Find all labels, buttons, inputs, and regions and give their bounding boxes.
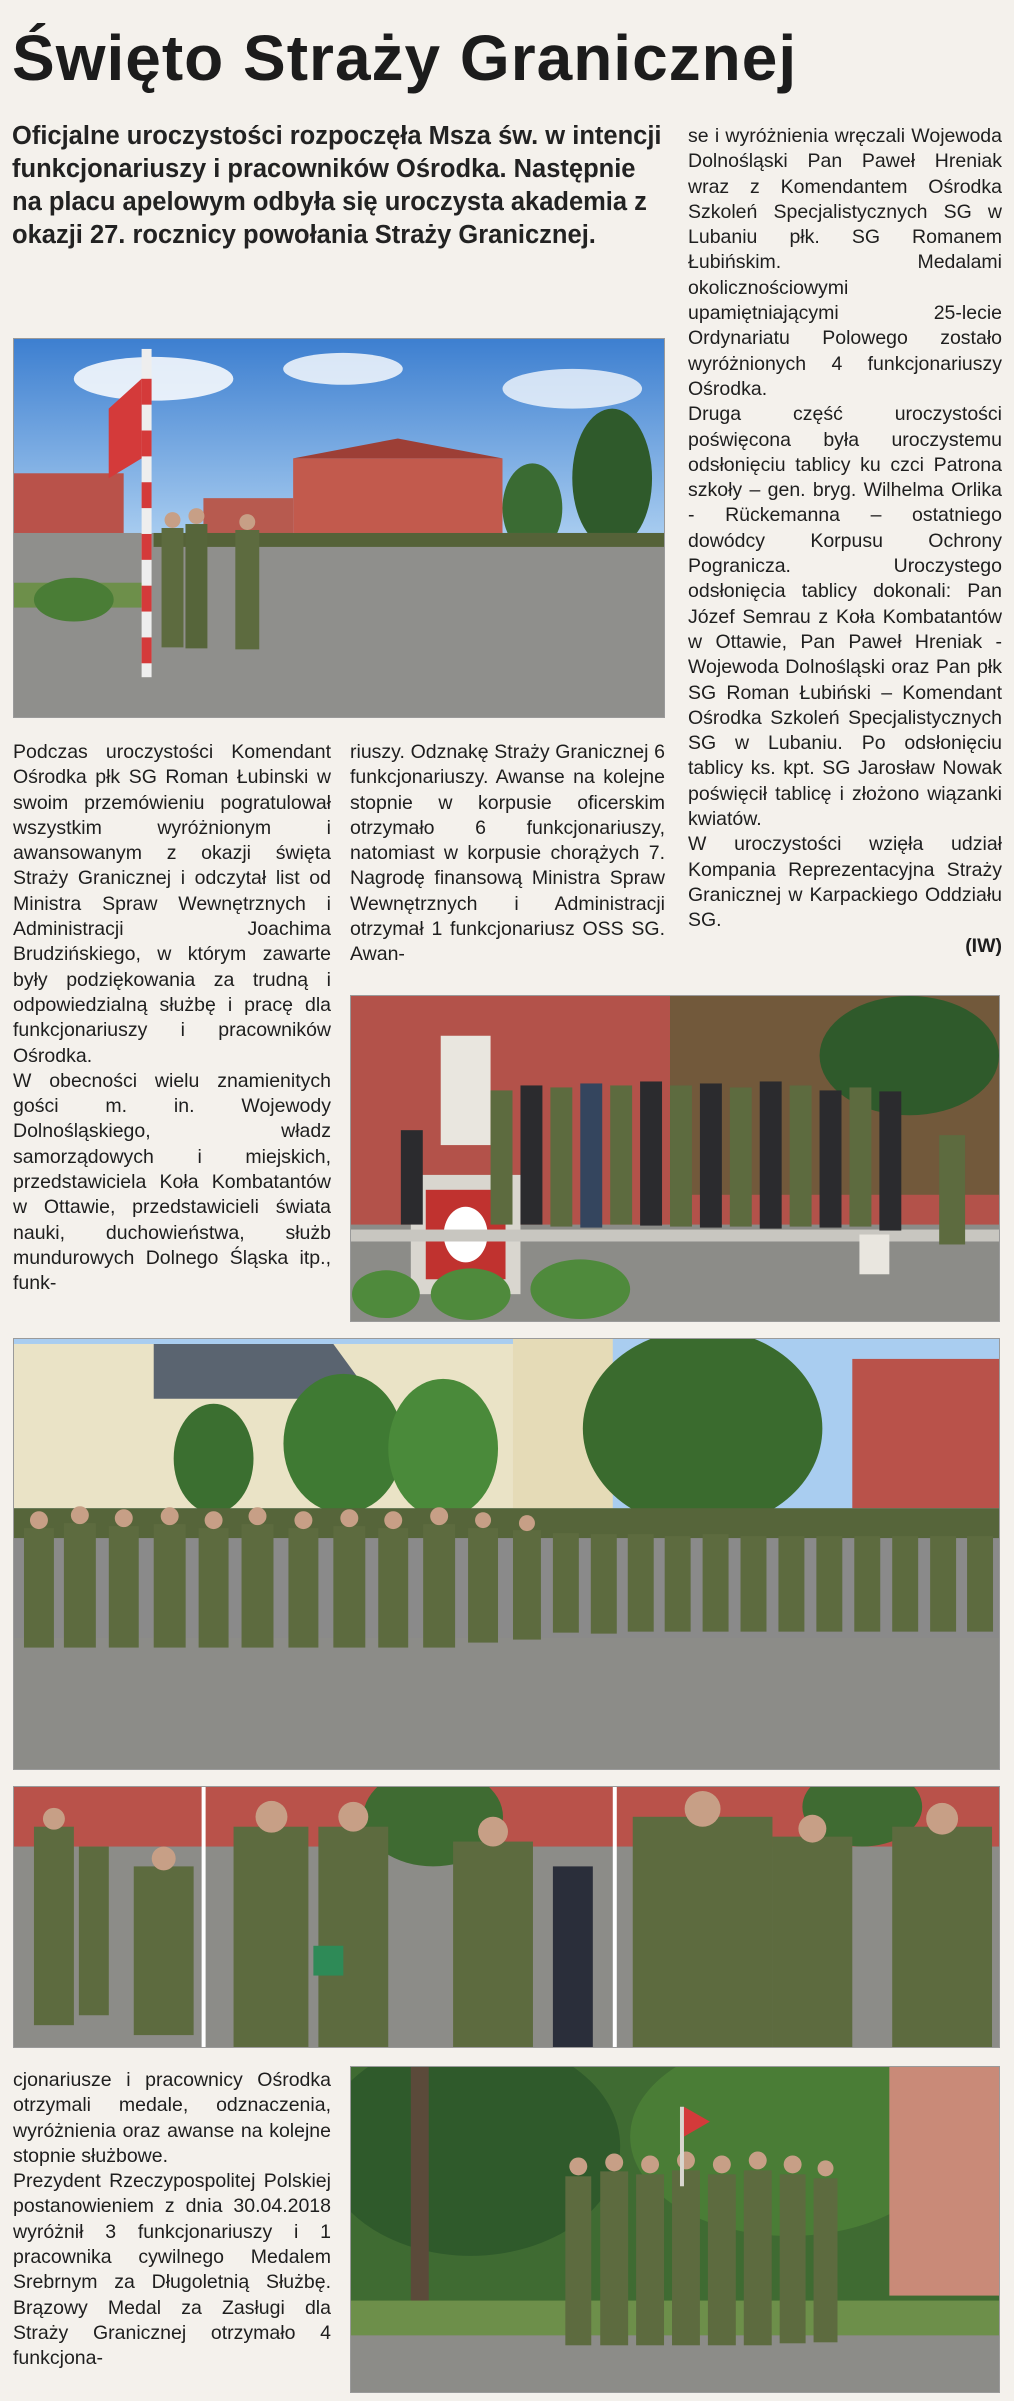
article-column-bottom bbox=[13, 2068, 331, 2372]
photo-honor-guard bbox=[350, 2066, 1000, 2393]
photo-podium-guests bbox=[350, 995, 1000, 1322]
article-column-right bbox=[688, 124, 1002, 959]
article-column-left bbox=[13, 740, 331, 1297]
article-title: Święto Straży Granicznej bbox=[12, 22, 798, 94]
bottom-paragraph-1: cjonariusze i pracownicy Ośrodka otrzymali medale, odznaczenia, wyróżnienia oraz awanse na kolejne stopnie służbowe. bbox=[13, 2069, 331, 2167]
left-paragraph-1: Podczas uroczystości Komendant Ośrodka płk SG Roman Łubinski w swoim przemówieniu pogratulował wszystkim wyróżnionym i awansowanym z okazji święta Straży Granicznej i odczytał list od Ministra Spraw Wewnętrznych i Administracji Joachima Brudzińskiego, w którym zawarte były podziękowania za trudną i odpowiedzialną służbę i pracę dla funkcjonariuszy i pracowników Ośrodka. bbox=[13, 741, 331, 1067]
article-lead: Oficjalne uroczystości rozpoczęła Msza św. w intencji funkcjonariuszy i pracowników Ośrodka. Następnie na placu apelowym odbyła się uroczysta akademia z okazji 27. rocznicy powołania Straży Granicznej. bbox=[12, 122, 662, 249]
bottom-paragraph-2: Prezydent Rzeczypospolitej Polskiej postanowieniem z dnia 30.04.2018 wyróżnił 3 funkcjonariuszy i 1 pracownika cywilnego Medalem Srebrnym za Długoletnią Służbę. Brązowy Medal za Zasługi dla Straży Granicznej otrzymało 4 funkcjona- bbox=[13, 2170, 331, 2370]
article-column-middle bbox=[350, 740, 665, 968]
left-paragraph-2: W obecności wielu znamienitych gości m. in. Wojewody Dolnośląskiego, władz samorządowych i miejskich, przedstawiciela Koła Kombatantów w Ottawie, przedstawicieli świata nauki, duchowieństwa, służb mundurowych Dolnego Śląska itp., funk- bbox=[13, 1069, 331, 1295]
photo-parade-formation bbox=[13, 1338, 1000, 1770]
right-paragraph-1: se i wyróżnienia wręczali Wojewoda Dolnośląski Pan Paweł Hreniak wraz z Komendantem Ośrodka Szkoleń Specjalistycznych SG w Lubaniu płk. SG Romanem Łubińskim. Medalami okolicznościowymi upamiętniającymi 25-lecie Ordynariatu Polowego zostało wyróżnionych 4 funkcjonariuszy Ośrodka. bbox=[688, 125, 1002, 400]
author-signature: (IW) bbox=[965, 934, 1002, 957]
photo-flag-ceremony bbox=[13, 338, 665, 718]
middle-paragraph: riuszy. Odznakę Straży Granicznej 6 funkcjonariuszy. Awanse na kolejne stopnie w korpusie oficerskim otrzymało 6 funkcjonariuszy, natomiast w korpusie chorążych 7. Nagrodę finansową Ministra Spraw Wewnętrznych i Administracji otrzymał 1 funkcjonariusz OSS SG. Awan- bbox=[350, 741, 665, 966]
right-paragraph-2: Druga część uroczystości poświęcona była uroczystemu odsłonięciu tablicy ku czci Patrona szkoły – gen. bryg. Wilhelma Orlika - Rückemanna – ostatniego dowódcy Korpusu Ochrony Pogranicza. Uroczystego odsłonięcia tablicy dokonali: Pan Józef Semrau z Koła Kombatantów w Ottawie, Pan Paweł Hreniak - Wojewoda Dolnośląski oraz Pan płk SG Roman Łubiński – Komendant Ośrodka Szkoleń Specjalistycznych SG w Lubaniu. Po odsłonięciu tablicy ks. kpt. SG Jarosław Nowak poświęcił tablicę i złożono wiązanki kwiatów. bbox=[688, 403, 1002, 831]
right-paragraph-3: W uroczystości wzięła udział Kompania Reprezentacyjna Straży Granicznej w Karpackiego Oddziału SG. bbox=[688, 833, 1002, 932]
photo-medal-ceremony bbox=[13, 1786, 1000, 2048]
